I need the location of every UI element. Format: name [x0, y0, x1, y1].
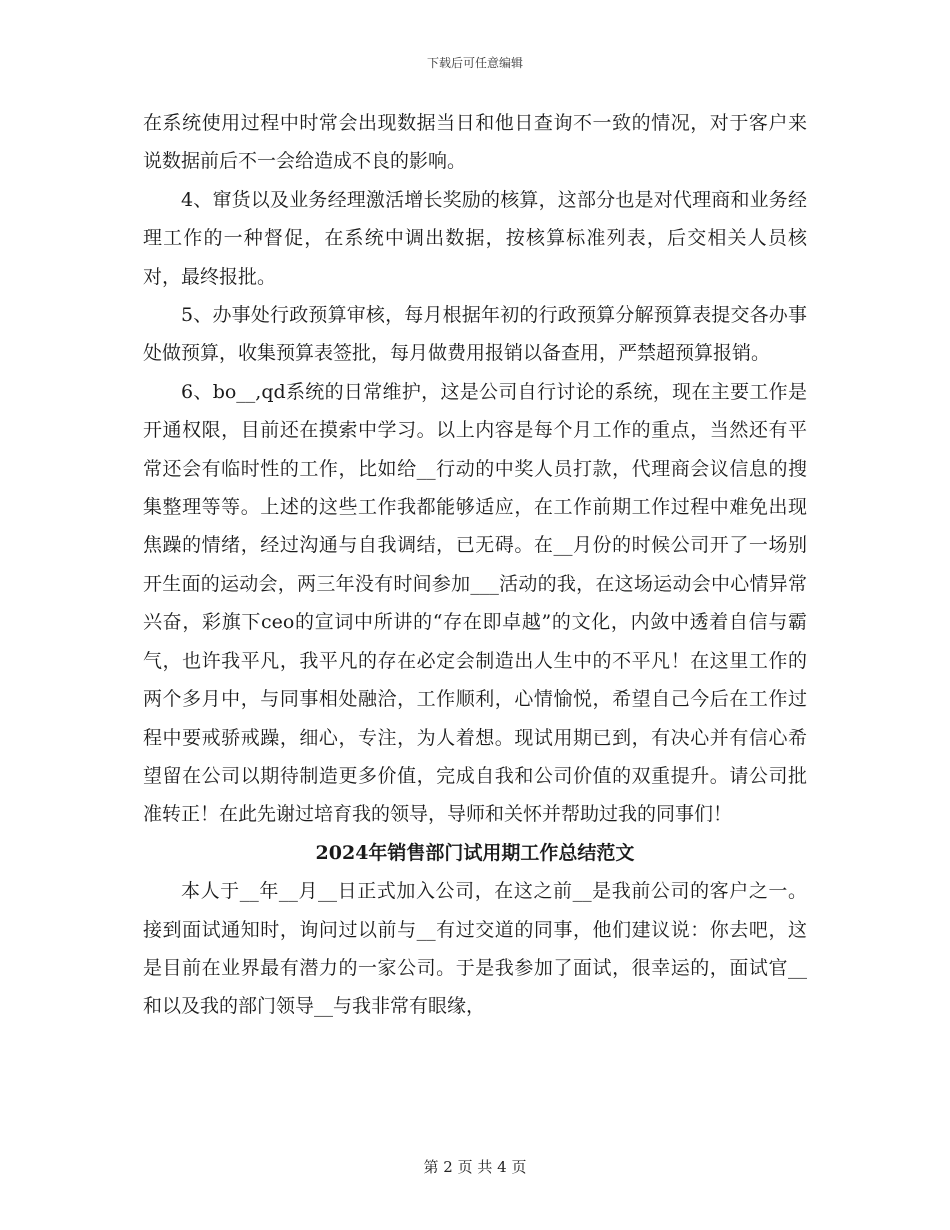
- paragraph-2: 4、窜货以及业务经理激活增长奖励的核算，这部分也是对代理商和业务经理工作的一种督促，在系统中调出数据，按核算标准列表，后交相关人员核对，最终报批。: [143, 188, 807, 288]
- section-title: 2024年销售部门试用期工作总结范文: [315, 841, 635, 864]
- paragraph-3: 5、办事处行政预算审核，每月根据年初的行政预算分解预算表提交各办事处做预算，收集预算表签批，每月做费用报销以备查用，严禁超预算报销。: [143, 304, 807, 365]
- section-paragraph-1: 本人于__年__月__日正式加入公司，在这之前__是我前公司的客户之一。接到面试通知时，询问过以前与__有过交道的同事，他们建议说：你去吧，这是目前在业界最有潜力的一家公司。于是我参加了面试，很幸运的，面试官__和以及我的部门领导__与我非常有眼缘，: [143, 880, 807, 1018]
- paragraph-4: 6、bo__,qd系统的日常维护，这是公司自行讨论的系统，现在主要工作是开通权限，目前还在摸索中学习。以上内容是每个月工作的重点，当然还有平常还会有临时性的工作，比如给__行动的中奖人员打款，代理商会议信息的搜集整理等等。上述的这些工作我都能够适应，在工作前期工作过程中难免出现焦躁的情绪，经过沟通与自我调结，已无碍。在__月份的时候公司开了一场别开生面的运动会，两三年没有时间参加___活动的我，在这场运动会中心情异常兴奋，彩旗下ceo的宣词中所讲的“存在即卓越”的文化，内敛中透着自信与霸气，也许我平凡，我平凡的存在必定会制造出人生中的不平凡！在这里工作的两个多月中，与同事相处融洽，工作顺利，心情愉悦，希望自己今后在工作过程中要戒骄戒躁，细心，专注，为人着想。现试用期已到，有决心并有信心希望留在公司以期待制造更多价值，完成自我和公司价值的双重提升。请公司批准转正！在此先谢过培育我的领导，导师和关怀并帮助过我的同事们！: [143, 380, 807, 826]
- document-body: [143, 104, 807, 1026]
- header-note: 下载后可任意编辑: [426, 56, 523, 70]
- page-number: 第 2 页 共 4 页: [423, 1158, 527, 1176]
- paragraph-1: 在系统使用过程中时常会出现数据当日和他日查询不一致的情况，对于客户来说数据前后不一会给造成不良的影响。: [143, 112, 807, 173]
